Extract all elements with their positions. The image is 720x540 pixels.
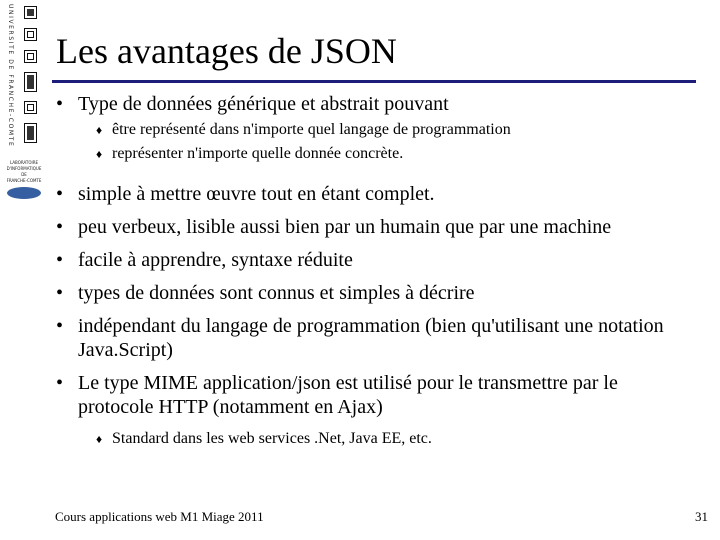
checkbox-icon xyxy=(24,28,37,41)
sub-bullet-symbol: ♦ xyxy=(96,432,103,446)
bullet-symbol: • xyxy=(56,216,64,238)
tall-square-icon xyxy=(24,123,37,143)
bullet-symbol: • xyxy=(56,93,64,115)
university-vertical-text: UNIVERSITE DE FRANCHE-COMTE xyxy=(7,4,14,148)
bullet-text: peu verbeux, lisible aussi bien par un humain que par une machine xyxy=(78,216,612,238)
sub-bullet-symbol: ♦ xyxy=(96,123,103,137)
lab-logo-mark xyxy=(7,187,41,199)
bullet-symbol: • xyxy=(56,315,64,337)
sidebar-icons xyxy=(24,6,40,152)
spacer xyxy=(56,174,696,182)
bullet-item xyxy=(56,182,696,206)
lab-logo-line: LABORATOIRE xyxy=(10,160,38,165)
square-icon xyxy=(24,6,37,19)
page-number: 31 xyxy=(695,509,708,524)
sidebar-decoration xyxy=(0,0,48,220)
bullet-symbol: • xyxy=(56,372,64,394)
bullet-symbol: • xyxy=(56,249,64,271)
footer-course: Cours applications web M1 Miage 2011 xyxy=(55,509,264,524)
sub-bullet-text: représenter n'importe quelle donnée concrète. xyxy=(112,145,404,162)
lab-logo-line: DE xyxy=(21,172,27,177)
lab-logo xyxy=(2,160,46,199)
bullet-text: Le type MIME application/json est utilisé pour le transmettre par le protocole HTTP (notamment en Ajax) xyxy=(78,372,618,418)
bullet-text: indépendant du langage de programmation (bien qu'utilisant une notation Java.Script) xyxy=(78,315,664,361)
square-outline-icon xyxy=(24,101,37,114)
bullet-text: facile à apprendre, syntaxe réduite xyxy=(78,249,353,271)
square-outline-icon xyxy=(24,50,37,63)
sub-bullet-symbol: ♦ xyxy=(96,147,103,161)
slide-body xyxy=(56,92,696,449)
bullet-text: Type de données générique et abstrait pouvant xyxy=(78,93,449,115)
bullet-item xyxy=(56,248,696,272)
bullet-text: simple à mettre œuvre tout en étant complet. xyxy=(78,183,435,205)
slide-title: Les avantages de JSON xyxy=(56,31,397,71)
bullet-symbol: • xyxy=(56,183,64,205)
bullet-item xyxy=(56,215,696,239)
sub-bullet-item xyxy=(78,144,696,164)
lab-logo-line: FRANCHE-COMTE xyxy=(6,178,42,183)
bullet-item xyxy=(56,92,696,164)
sub-bullet-item xyxy=(78,120,696,140)
sub-bullet-item xyxy=(78,429,696,449)
bullet-text: types de données sont connus et simples à décrire xyxy=(78,282,475,304)
bullet-item xyxy=(56,371,696,449)
bullet-item xyxy=(56,314,696,362)
sub-bullet-text: être représenté dans n'importe quel langage de programmation xyxy=(112,121,511,138)
lab-logo-line: D'INFORMATIQUE xyxy=(6,166,42,171)
bullet-item xyxy=(56,281,696,305)
sub-bullet-text: Standard dans les web services .Net, Java EE, etc. xyxy=(112,430,432,447)
title-underline xyxy=(52,80,696,83)
tall-square-icon xyxy=(24,72,37,92)
bullet-symbol: • xyxy=(56,282,64,304)
